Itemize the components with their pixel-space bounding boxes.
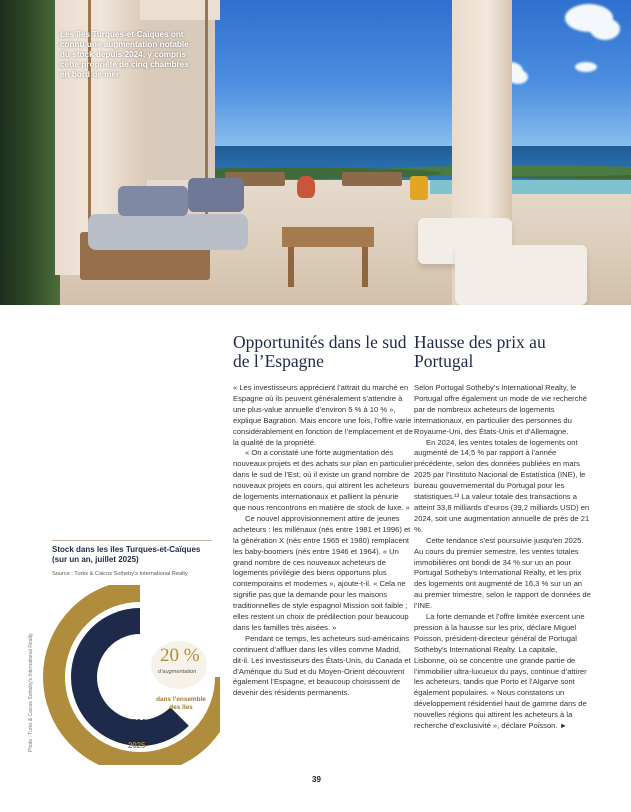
paragraph: En 2024, les ventes totales de logements ont augmenté de 14,5 % par rapport à l’année précédente, selon des données publiées en mars 2025 par l’Instituto Nacional de Estatística (INE), le bureau gouvernemental du Portugal pour les statistiques.¹³ La valeur totale des transactions a atteint 33,8 milliards d’euros (39,2 milliards USD) en 2024, soit une augmentation annuelle de près de 21 %.: [414, 437, 590, 534]
cloud: [575, 62, 597, 72]
page-number: 39: [312, 775, 321, 784]
column-portugal: [414, 333, 592, 732]
hero-caption: Les îles Turques-et-Caïques ont connu une augmentation notable du stock depuis 2024, y compris cette propriété de cinq chambres en bord de mer: [60, 30, 189, 79]
chart-source: Source : Turks & Caicos Sotheby's International Realty: [52, 571, 188, 577]
pillow: [118, 186, 188, 216]
sun-lounger: [342, 172, 402, 186]
percent-value: 20 %: [160, 645, 200, 666]
ceiling-beam: [140, 0, 220, 20]
section-title-spain: Opportunités dans le sud de l’Espagne: [233, 332, 407, 371]
cloud: [590, 18, 620, 40]
swing-cushion: [88, 214, 248, 250]
yellow-vase: [410, 176, 428, 200]
paragraph: « On a constaté une forte augmentation des nouveaux projets et des achats sur plan en particulier dans le sud de l’Est, où il existe un grand nombre de nouveaux projets en cours, qui attirent les acheteurs de logements internationaux et pallient la pénurie que nous rencontrons en matière de stock de luxe. »: [233, 448, 413, 512]
chart-title: Stock dans les îles Turques-et-Caïques (sur un an, juillet 2025): [52, 545, 201, 564]
photo-credit: Photo : Turks & Caicos Sotheby's International Realty: [28, 633, 34, 752]
paragraph: Pendant ce temps, les acheteurs sud-américains continuent d’affluer dans les villes comme Madrid, dit-il. Les investisseurs des États-Unis, du Canada et d’Amérique du Sud et du Moyen-Orient découvrent également l’Espagne, et beaucoup choisissent de devenir des résidents permanents.: [233, 633, 411, 698]
paragraph: « Les investisseurs apprécient l’attrait du marché en Espagne où ils peuvent généralement s’attendre à une plus-value annuelle d’environ 5 % à 10 % », explique Bagration. Mais encore une fois, l’offre varie considérablement en fonction de l’emplacement et de la qualité de la propriété.: [233, 383, 413, 447]
ottoman: [455, 245, 587, 305]
table-leg: [362, 247, 368, 287]
chart-title-rule: [52, 540, 212, 541]
column-spain: [233, 333, 413, 699]
percent-caption: d’augmentation: [158, 669, 197, 675]
region-label: dans l’ensemble des îles: [156, 696, 206, 711]
table-leg: [288, 247, 294, 287]
label-2024: 2024: [128, 718, 146, 727]
orange-vase: [297, 176, 315, 198]
section-title-portugal: Hausse des prix au Portugal: [414, 332, 546, 371]
paragraph: La forte demande et l’offre limitée exercent une pression à la hausse sur les prix, déclare Miguel Poisson, président-directeur général de Portugal Sotheby’s International Realty. La capitale, Lisbonne, où se concentre une grande partie de l’immobilier ultra-luxueux du pays, continue d’attirer les acheteurs, tandis que Porto et l’Algarve sont également populaires. « Nous constatons un développement résidentiel haut de gamme dans de nouvelles régions qui attirent les acheteurs à la recherche d’exclusivité », déclare Poisson. ►: [414, 612, 587, 731]
coffee-table: [282, 227, 374, 247]
paragraph: Ce nouvel approvisionnement attire de jeunes acheteurs : les millénaux (nés entre 1981 et 1996) et la génération X (nés entre 1965 et 1980) remplacent les baby-boomers (nés entre 1946 et 1964). « Un grand nombre de ces nouveaux acheteurs de logements privilégie des biens opportuns plus contemporains et modernes », ajoute-t-il. « Cela ne signifie pas que la demande pour les maisons traditionnelles de style espagnol Mission soit faible ; elles restent un choix de prédilection pour beaucoup dans les familles très aisées. »: [233, 513, 411, 632]
plant-wall: [0, 0, 60, 305]
label-2025: 2025: [128, 741, 146, 750]
hero-photo: [0, 0, 631, 305]
paragraph: Cette tendance s’est poursuivie jusqu’en 2025. Au cours du premier semestre, les ventes totales immobilières ont bondi de 34 % sur un an pour Portugal Sotheby’s International Realty, et les prix des logements ont augmenté de 16,3 % sur un an au premier trimestre, selon le rapport de données de l’INE.: [414, 535, 591, 611]
paragraph: Selon Portugal Sotheby’s International Realty, le Portugal offre également un mode de vie recherché par de nombreux acheteurs de logements internationaux, en particulier des personnes du Royaume-Uni, des États-Unis et d’Allemagne.: [414, 383, 587, 436]
pillow: [188, 178, 244, 212]
